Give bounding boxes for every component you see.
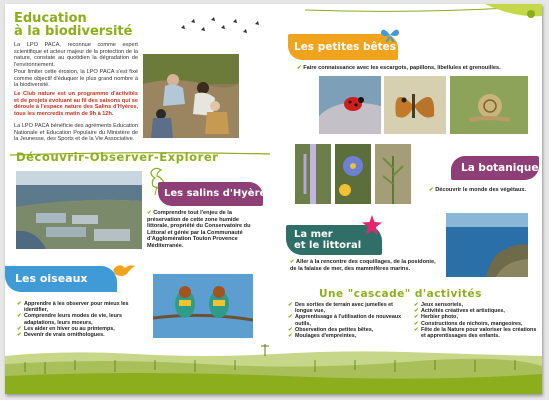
club-nature-text: Le Club nature est un programme d'activités et de projets évoluant au fil des saisons qui se déroule à l'espace nature des Salins d'Hyères, tous les mercredis matin de 9h à 12h. xyxy=(14,91,138,117)
education-title-line1: Education xyxy=(14,11,87,26)
oiseaux-list xyxy=(17,301,139,338)
butterfly-icon xyxy=(379,26,401,44)
mer-title-line2: et le littoral xyxy=(294,240,362,251)
green-swoosh-top xyxy=(305,4,542,38)
landscape-illustration xyxy=(5,342,542,394)
botanique-text-content: Découvrir le monde des végétaux. xyxy=(435,187,527,193)
botanique-tab xyxy=(451,156,539,180)
oiseaux-tab xyxy=(5,266,117,292)
mer-text-content: Aller à la rencontre des coquillages, de la posidonie, de la falaise de mer, des mammifères marins. xyxy=(290,259,436,272)
oiseaux-item: ✔ Comprendre leurs modes de vie, leurs adaptations, leurs moeurs, xyxy=(17,313,139,325)
check-icon: ✔ xyxy=(290,259,295,265)
cascade-item: ✔ Apprentissage à l'utilisation de nouveaux outils, xyxy=(288,314,410,326)
plant-photo xyxy=(375,144,411,204)
oiseaux-item: ✔ Les aider en hiver ou au printemps, xyxy=(17,326,139,332)
cascade-item: ✔ Constructions de nichoirs, mangeoires, xyxy=(414,321,540,327)
petites-betes-text xyxy=(297,65,537,72)
bird-icon xyxy=(111,260,137,282)
salins-text xyxy=(147,210,261,250)
bird-footprints-decoration xyxy=(177,14,267,38)
botanique-text xyxy=(429,187,541,194)
cascade-item: ✔ Moulages d'empreintes, xyxy=(288,333,410,339)
salins-title: Les salins d'Hyères xyxy=(164,188,273,199)
education-title xyxy=(14,12,132,38)
bee-eaters-photo xyxy=(153,274,253,338)
education-title-line2: à la biodiversité xyxy=(14,24,133,39)
check-icon: ✔ xyxy=(429,187,434,193)
cascade-item: ✔ Herbier photo, xyxy=(414,314,540,320)
oiseaux-item: ✔ Apprendre à les observer pour mieux les identifier, xyxy=(17,301,139,313)
snail-photo xyxy=(450,76,528,134)
cascade-item: ✔ Des sorties de terrain avec jumelles et longue vue, xyxy=(288,302,410,314)
ladybug-photo xyxy=(319,76,381,134)
intro-text-2: Pour limiter cette érosion, la LPO PACA s'est fixé comme objectif d'éduquer le plus grand nombre à la biodiversité. xyxy=(14,69,138,89)
check-icon: ✔ xyxy=(147,210,152,216)
starfish-icon xyxy=(361,214,383,236)
intro-text: La LPO PACA, reconnue comme expert scientifique et acteur majeur de la protection de la nature, constate au quotidien la dégradation de l'environnement. xyxy=(14,42,138,68)
oiseaux-item: ✔ Devenir de vrais ornithologues. xyxy=(17,332,139,338)
cascade-item: ✔ Activités créatives et artistiques, xyxy=(414,308,540,314)
cascade-list-right xyxy=(414,302,540,339)
oiseaux-title: Les oiseaux xyxy=(15,272,88,285)
botanique-title: La botanique xyxy=(461,162,539,174)
butterfly-photo xyxy=(384,76,446,134)
lavender-photo xyxy=(295,144,331,204)
salins-text-content: Comprendre tout l'enjeu de la préservation de cette zone humide littorale, propriété du Conservatoire du Littoral et gérée par la Communauté d'Agglomération Toulon Provence Méditerranée. xyxy=(147,210,251,249)
cascade-title: Une "cascade" d'activités xyxy=(319,288,482,300)
coastline-photo xyxy=(446,213,528,277)
cascade-item: ✔ Fête de la Nature pour valoriser les créations et apprentissages des enfants. xyxy=(414,327,540,339)
salins-tab xyxy=(158,182,273,206)
footprints-icon xyxy=(181,17,259,33)
salins-aerial-photo xyxy=(16,171,142,249)
petites-betes-title: Les petites bêtes xyxy=(294,41,397,53)
children-field-photo xyxy=(143,54,239,138)
cascade-item: ✔ Jeux sensoriels, xyxy=(414,302,540,308)
cascade-list-left xyxy=(288,302,410,339)
petites-betes-text-content: Faire connaissance avec les escargots, papillons, libellules et grenouilles. xyxy=(303,65,501,71)
mer-title-line1: La mer xyxy=(294,229,333,240)
check-icon: ✔ xyxy=(297,65,302,71)
mer-text xyxy=(290,259,440,272)
brochure-page xyxy=(5,4,542,394)
discover-title: Découvrir-Observer-Explorer xyxy=(16,150,219,164)
cascade-item: ✔ Observation des petites bêtes, xyxy=(288,327,410,333)
cornflower-photo xyxy=(335,144,371,204)
agrement-text: La LPO PACA bénéficie des agréments Education Nationale et Education Populaire du Ministère de la Jeunesse, des Sports et de la Vie Associative. xyxy=(14,123,138,143)
